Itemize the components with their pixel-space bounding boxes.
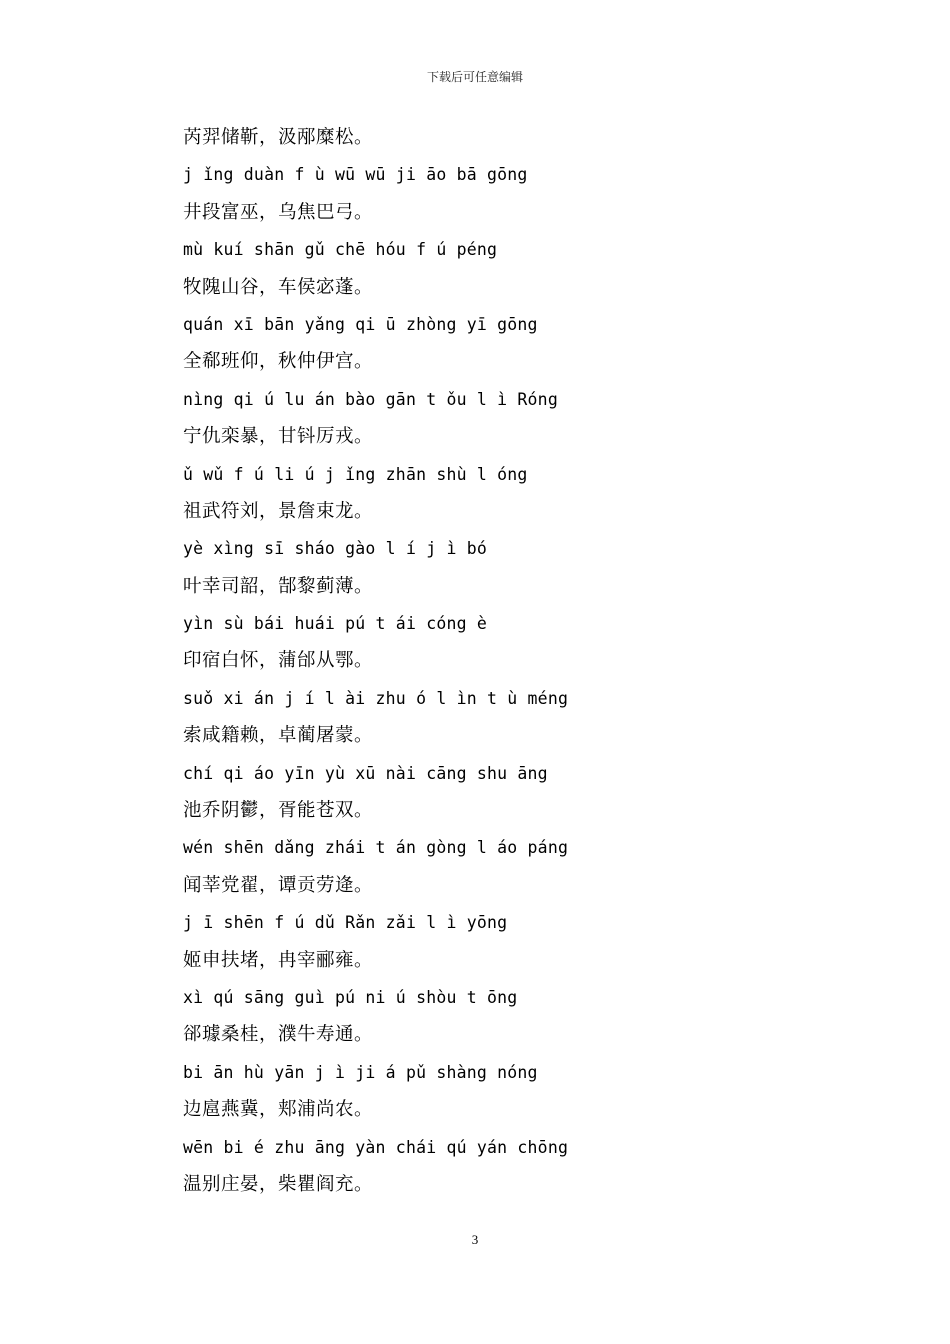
hanzi-line: 池乔阴鬱，胥能苍双。	[183, 800, 374, 822]
hanzi-line: 闻莘党翟，谭贡劳逄。	[183, 874, 374, 896]
pinyin-line: j ī shēn f ú dǔ Rǎn zǎi l ì yōng	[183, 913, 508, 933]
pinyin-line: wēn bi é zhu āng yàn chái qú yán chōng	[183, 1137, 569, 1157]
hanzi-line: 芮羿储靳，汲邴糜松。	[183, 127, 374, 148]
hanzi-line: 牧隗山谷，车侯宓蓬。	[183, 276, 374, 298]
pinyin-line: ǔ wǔ f ú li ú j ǐng zhān shù l óng	[183, 464, 528, 484]
hanzi-line: 祖武符刘，景詹束龙。	[183, 500, 374, 522]
pinyin-line: yìn sù bái huái pú t ái cóng è	[183, 614, 488, 634]
pinyin-line: yè xìng sī sháo gào l í j ì bó	[183, 539, 488, 559]
page-header: 下载后可任意编辑	[426, 70, 523, 84]
hanzi-line: 印宿白怀，蒲邰从鄂。	[183, 650, 374, 672]
pinyin-line: mù kuí shān gǔ chē hóu f ú péng	[183, 240, 498, 260]
hanzi-line: 边扈燕冀，郏浦尚农。	[183, 1099, 374, 1121]
hanzi-line: 宁仇栾暴，甘钭厉戎。	[183, 426, 374, 448]
pinyin-line: suǒ xi án j í l ài zhu ó l ìn t ù méng	[183, 688, 569, 708]
hanzi-line: 叶幸司韶，郜黎蓟薄。	[183, 575, 374, 597]
hanzi-line: 索咸籍赖，卓蔺屠蒙。	[183, 725, 374, 747]
document-body	[183, 125, 883, 1209]
hanzi-line: 姬申扶堵，冉宰郦雍。	[183, 949, 374, 971]
page-number: 3	[471, 1232, 479, 1247]
pinyin-line: j ǐng duàn f ù wū wū ji āo bā gōng	[183, 165, 528, 185]
hanzi-line: 井段富巫，乌焦巴弓。	[183, 201, 374, 223]
hanzi-line: 郤璩桑桂，濮牛寿通。	[183, 1024, 374, 1046]
pinyin-line: xì qú sāng guì pú ni ú shòu t ōng	[183, 987, 518, 1007]
hanzi-line: 全郗班仰，秋仲伊宫。	[183, 351, 374, 373]
pinyin-line: bi ān hù yān j ì ji á pǔ shàng nóng	[183, 1062, 538, 1082]
pinyin-line: quán xī bān yǎng qi ū zhòng yī gōng	[183, 314, 538, 334]
pinyin-line: wén shēn dǎng zhái t án gòng l áo páng	[183, 838, 569, 858]
pinyin-line: nìng qi ú lu án bào gān t ǒu l ì Róng	[183, 389, 558, 409]
pinyin-line: chí qi áo yīn yù xū nài cāng shu āng	[183, 763, 548, 783]
hanzi-line: 温别庄晏，柴瞿阎充。	[183, 1173, 374, 1195]
